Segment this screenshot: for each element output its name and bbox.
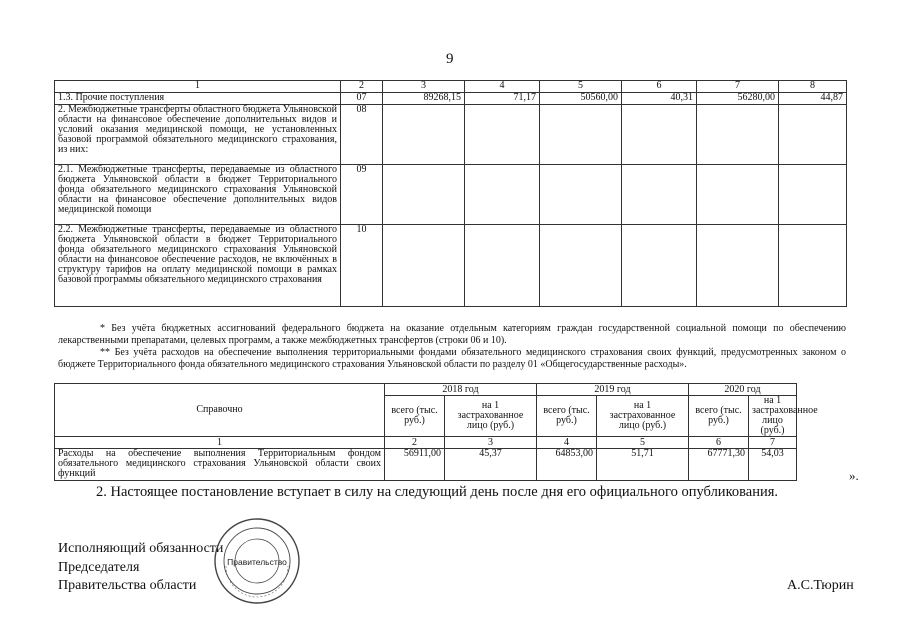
- cell-value: 71,17: [465, 93, 540, 105]
- subheader-total: всего (тыс. руб.): [385, 396, 445, 437]
- cell-value: [779, 105, 847, 165]
- subheader-per-person: на 1 застрахованное лицо (руб.): [597, 396, 689, 437]
- header-cell: 6: [622, 81, 697, 93]
- cell-value: [383, 225, 465, 307]
- row-name: 2. Межбюджетные трансферты областного бюджета Ульяновской области на финансовое обеспечение дополнительных видов и условий оказания медицинской помощи, не установленных базовой программой обязательного медицинского страхования, из них:: [55, 105, 341, 165]
- row-name: 1.3. Прочие поступления: [55, 93, 341, 105]
- signatory-title-line-1: Исполняющий обязанности: [58, 541, 224, 556]
- column-number: 2: [385, 437, 445, 449]
- cell-value: [697, 165, 779, 225]
- subheader-total: всего (тыс. руб.): [537, 396, 597, 437]
- header-cell: 4: [465, 81, 540, 93]
- column-number: 7: [749, 437, 797, 449]
- cell-value: [383, 165, 465, 225]
- signatory-title-line-2: Председателя: [58, 560, 140, 575]
- row-name: 2.2. Межбюджетные трансферты, передаваемые из областного бюджета Ульяновской области в бюджет Территориального фонда обязательного медицинского страхования Ульяновской области на финансовое обеспечение расходов, не включённых в структуру тарифов на оплату медицинской помощи в рамках базовой программы обязательного медицинского страхования: [55, 225, 341, 307]
- reference-label: Справочно: [55, 384, 385, 437]
- cell-value: 64853,00: [537, 449, 597, 481]
- year-header: 2018 год: [385, 384, 537, 396]
- header-cell: 2: [341, 81, 383, 93]
- cell-value: 56280,00: [697, 93, 779, 105]
- cell-value: 44,87: [779, 93, 847, 105]
- cell-value: [540, 165, 622, 225]
- column-number: 6: [689, 437, 749, 449]
- page-number: 9: [446, 51, 454, 67]
- subheader-per-person: на 1 застрахованное лицо (руб.): [445, 396, 537, 437]
- table-row: [55, 225, 847, 307]
- cell-value: 45,37: [445, 449, 537, 481]
- row-code: 10: [341, 225, 383, 307]
- table-row: [55, 165, 847, 225]
- year-header: 2019 год: [537, 384, 689, 396]
- subheader-total: всего (тыс. руб.): [689, 396, 749, 437]
- header-cell: 7: [697, 81, 779, 93]
- signatory-name: А.С.Тюрин: [787, 578, 854, 593]
- table-header-row: [55, 81, 847, 93]
- table-row: [55, 105, 847, 165]
- decree-paragraph: 2. Настоящее постановление вступает в силу на следующий день после дня его официального опубликования.: [96, 484, 779, 500]
- header-cell: 5: [540, 81, 622, 93]
- cell-value: 56911,00: [385, 449, 445, 481]
- cell-value: [697, 225, 779, 307]
- table-header-row: [55, 384, 797, 396]
- table-row: [55, 93, 847, 105]
- signatory-title-line-3: Правительства области: [58, 578, 197, 593]
- cell-value: [779, 165, 847, 225]
- seal-stamp: [212, 516, 302, 606]
- column-number-row: [55, 437, 797, 449]
- column-number: 5: [597, 437, 689, 449]
- financing-table: [54, 80, 847, 307]
- cell-value: 54,03: [749, 449, 797, 481]
- subheader-per-person: на 1 застрахованное лицо (руб.): [749, 396, 797, 437]
- column-number: 4: [537, 437, 597, 449]
- row-name: 2.1. Межбюджетные трансферты, передаваемые из областного бюджета Ульяновской области в бюджет Территориального фонда обязательного медицинского страхования Ульяновской области на финансовое обеспечение дополнительных видов медицинской помощи: [55, 165, 341, 225]
- cell-value: [540, 225, 622, 307]
- row-code: 09: [341, 165, 383, 225]
- cell-value: 50560,00: [540, 93, 622, 105]
- header-cell: 8: [779, 81, 847, 93]
- footnote-1: * Без учёта бюджетных ассигнований федерального бюджета на оказание отдельным категориям граждан государственной социальной помощи по обеспечению лекарственными препаратами, целевых программ, а также межбюджетных трансфертов (строки 06 и 10).: [58, 323, 846, 346]
- cell-value: [465, 225, 540, 307]
- cell-value: [697, 105, 779, 165]
- closing-quote: ».: [849, 468, 859, 483]
- footnote-2: ** Без учёта расходов на обеспечение выполнения территориальными фондами обязательного медицинского страхования своих функций, предусмотренных законом о бюджете Территориального фонда обязательного медицинского страхования Ульяновской области по разделу 01 «Общегосударственные расходы».: [58, 347, 846, 370]
- row-code: 07: [341, 93, 383, 105]
- cell-value: 40,31: [622, 93, 697, 105]
- seal-label: Правительство: [227, 557, 287, 567]
- column-number: 1: [55, 437, 385, 449]
- cell-value: 67771,30: [689, 449, 749, 481]
- column-number: 3: [445, 437, 537, 449]
- header-cell: 1: [55, 81, 341, 93]
- cell-value: [622, 225, 697, 307]
- reference-table: [54, 383, 818, 481]
- cell-value: [540, 105, 622, 165]
- cell-value: [465, 105, 540, 165]
- year-header: 2020 год: [689, 384, 797, 396]
- cell-value: [383, 105, 465, 165]
- cell-value: 51,71: [597, 449, 689, 481]
- row-name: Расходы на обеспечение выполнения Территориальным фондом обязательного медицинского страхования Ульяновской области своих функций: [55, 449, 385, 481]
- cell-value: [622, 165, 697, 225]
- cell-value: [465, 165, 540, 225]
- cell-value: [622, 105, 697, 165]
- header-cell: 3: [383, 81, 465, 93]
- cell-value: [779, 225, 847, 307]
- cell-value: 89268,15: [383, 93, 465, 105]
- table-row: [55, 449, 797, 481]
- row-code: 08: [341, 105, 383, 165]
